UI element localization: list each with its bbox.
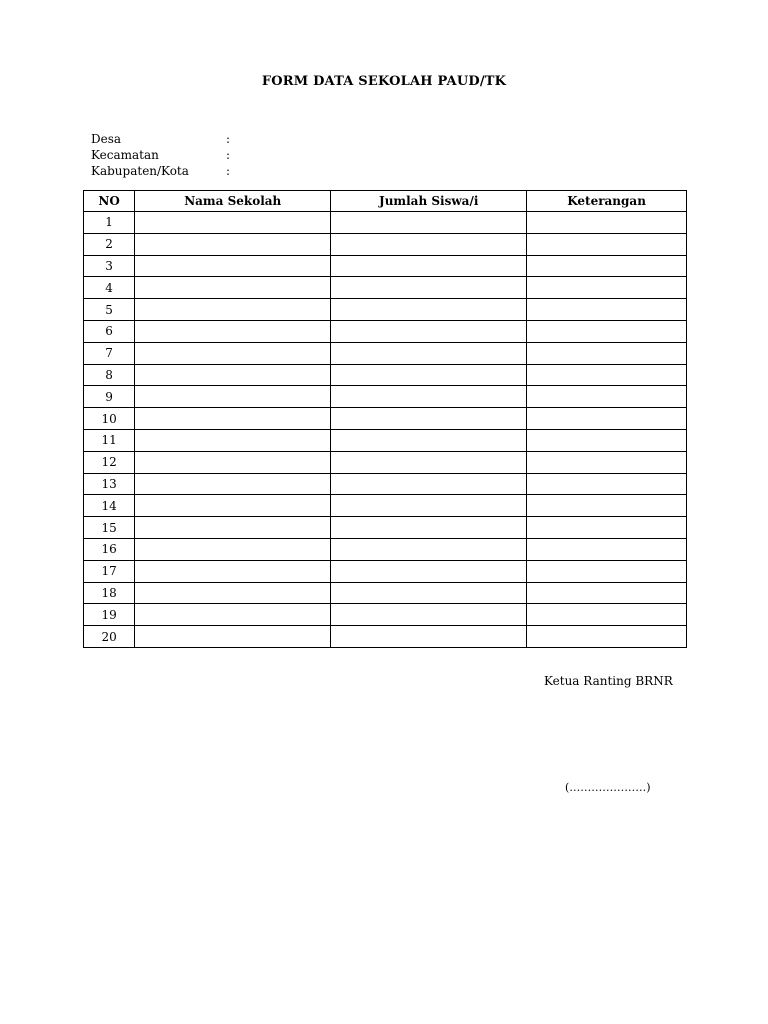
table-row (84, 473, 687, 495)
meta-colon: : (226, 132, 231, 146)
keterangan-cell[interactable] (527, 386, 687, 408)
header-jumlah-siswa: Jumlah Siswa/i (331, 191, 527, 212)
jumlah-siswa-cell[interactable] (331, 495, 527, 517)
nama-sekolah-cell[interactable] (135, 495, 331, 517)
keterangan-cell[interactable] (527, 408, 687, 430)
school-data-table (83, 190, 687, 648)
keterangan-cell[interactable] (527, 364, 687, 386)
jumlah-siswa-cell[interactable] (331, 342, 527, 364)
table-row (84, 408, 687, 430)
jumlah-siswa-cell[interactable] (331, 517, 527, 539)
row-number: 14 (84, 495, 135, 517)
keterangan-cell[interactable] (527, 560, 687, 582)
row-number: 16 (84, 538, 135, 560)
table-row (84, 538, 687, 560)
table-row (84, 517, 687, 539)
jumlah-siswa-cell[interactable] (331, 255, 527, 277)
nama-sekolah-cell[interactable] (135, 582, 331, 604)
nama-sekolah-cell[interactable] (135, 429, 331, 451)
table-header-row (84, 191, 687, 212)
row-number: 20 (84, 626, 135, 648)
keterangan-cell[interactable] (527, 626, 687, 648)
keterangan-cell[interactable] (527, 255, 687, 277)
table-row (84, 582, 687, 604)
meta-label: Kabupaten/Kota (91, 164, 189, 178)
meta-label: Kecamatan (91, 148, 159, 162)
table-row (84, 604, 687, 626)
signature-placeholder: (…………………) (565, 781, 651, 794)
jumlah-siswa-cell[interactable] (331, 233, 527, 255)
keterangan-cell[interactable] (527, 429, 687, 451)
jumlah-siswa-cell[interactable] (331, 212, 527, 234)
page-title: FORM DATA SEKOLAH PAUD/TK (261, 74, 507, 89)
keterangan-cell[interactable] (527, 299, 687, 321)
keterangan-cell[interactable] (527, 495, 687, 517)
form-meta-fields (91, 131, 236, 179)
nama-sekolah-cell[interactable] (135, 212, 331, 234)
keterangan-cell[interactable] (527, 582, 687, 604)
row-number: 11 (84, 429, 135, 451)
header-nama-sekolah: Nama Sekolah (135, 191, 331, 212)
jumlah-siswa-cell[interactable] (331, 451, 527, 473)
nama-sekolah-cell[interactable] (135, 277, 331, 299)
row-number: 7 (84, 342, 135, 364)
row-number: 15 (84, 517, 135, 539)
jumlah-siswa-cell[interactable] (331, 560, 527, 582)
table-row (84, 495, 687, 517)
table-row (84, 451, 687, 473)
meta-row-kecamatan (91, 147, 236, 163)
meta-colon: : (226, 148, 231, 162)
keterangan-cell[interactable] (527, 451, 687, 473)
meta-row-kabupaten-kota (91, 163, 236, 179)
table-row (84, 560, 687, 582)
row-number: 6 (84, 320, 135, 342)
jumlah-siswa-cell[interactable] (331, 429, 527, 451)
nama-sekolah-cell[interactable] (135, 560, 331, 582)
row-number: 9 (84, 386, 135, 408)
jumlah-siswa-cell[interactable] (331, 538, 527, 560)
nama-sekolah-cell[interactable] (135, 626, 331, 648)
nama-sekolah-cell[interactable] (135, 408, 331, 430)
row-number: 2 (84, 233, 135, 255)
keterangan-cell[interactable] (527, 212, 687, 234)
nama-sekolah-cell[interactable] (135, 451, 331, 473)
nama-sekolah-cell[interactable] (135, 538, 331, 560)
nama-sekolah-cell[interactable] (135, 233, 331, 255)
nama-sekolah-cell[interactable] (135, 604, 331, 626)
header-no: NO (84, 191, 135, 212)
jumlah-siswa-cell[interactable] (331, 299, 527, 321)
keterangan-cell[interactable] (527, 233, 687, 255)
keterangan-cell[interactable] (527, 277, 687, 299)
keterangan-cell[interactable] (527, 538, 687, 560)
jumlah-siswa-cell[interactable] (331, 320, 527, 342)
keterangan-cell[interactable] (527, 604, 687, 626)
keterangan-cell[interactable] (527, 320, 687, 342)
row-number: 17 (84, 560, 135, 582)
jumlah-siswa-cell[interactable] (331, 473, 527, 495)
table-row (84, 386, 687, 408)
nama-sekolah-cell[interactable] (135, 386, 331, 408)
table-body (84, 212, 687, 648)
jumlah-siswa-cell[interactable] (331, 582, 527, 604)
row-number: 5 (84, 299, 135, 321)
table-row (84, 233, 687, 255)
nama-sekolah-cell[interactable] (135, 364, 331, 386)
row-number: 13 (84, 473, 135, 495)
row-number: 18 (84, 582, 135, 604)
nama-sekolah-cell[interactable] (135, 299, 331, 321)
table-row (84, 277, 687, 299)
row-number: 10 (84, 408, 135, 430)
jumlah-siswa-cell[interactable] (331, 386, 527, 408)
signer-title: Ketua Ranting BRNR (544, 674, 673, 688)
nama-sekolah-cell[interactable] (135, 473, 331, 495)
row-number: 1 (84, 212, 135, 234)
keterangan-cell[interactable] (527, 342, 687, 364)
keterangan-cell[interactable] (527, 473, 687, 495)
table-row (84, 429, 687, 451)
table-row (84, 212, 687, 234)
header-keterangan: Keterangan (527, 191, 687, 212)
row-number: 12 (84, 451, 135, 473)
meta-row-desa (91, 131, 236, 147)
jumlah-siswa-cell[interactable] (331, 277, 527, 299)
row-number: 19 (84, 604, 135, 626)
table-row (84, 320, 687, 342)
nama-sekolah-cell[interactable] (135, 517, 331, 539)
table-row (84, 626, 687, 648)
row-number: 8 (84, 364, 135, 386)
keterangan-cell[interactable] (527, 517, 687, 539)
jumlah-siswa-cell[interactable] (331, 626, 527, 648)
nama-sekolah-cell[interactable] (135, 320, 331, 342)
nama-sekolah-cell[interactable] (135, 255, 331, 277)
jumlah-siswa-cell[interactable] (331, 604, 527, 626)
table-row (84, 342, 687, 364)
table-row (84, 255, 687, 277)
jumlah-siswa-cell[interactable] (331, 408, 527, 430)
table-row (84, 364, 687, 386)
row-number: 4 (84, 277, 135, 299)
meta-colon: : (226, 164, 231, 178)
nama-sekolah-cell[interactable] (135, 342, 331, 364)
jumlah-siswa-cell[interactable] (331, 364, 527, 386)
table-row (84, 299, 687, 321)
meta-label: Desa (91, 132, 122, 146)
row-number: 3 (84, 255, 135, 277)
